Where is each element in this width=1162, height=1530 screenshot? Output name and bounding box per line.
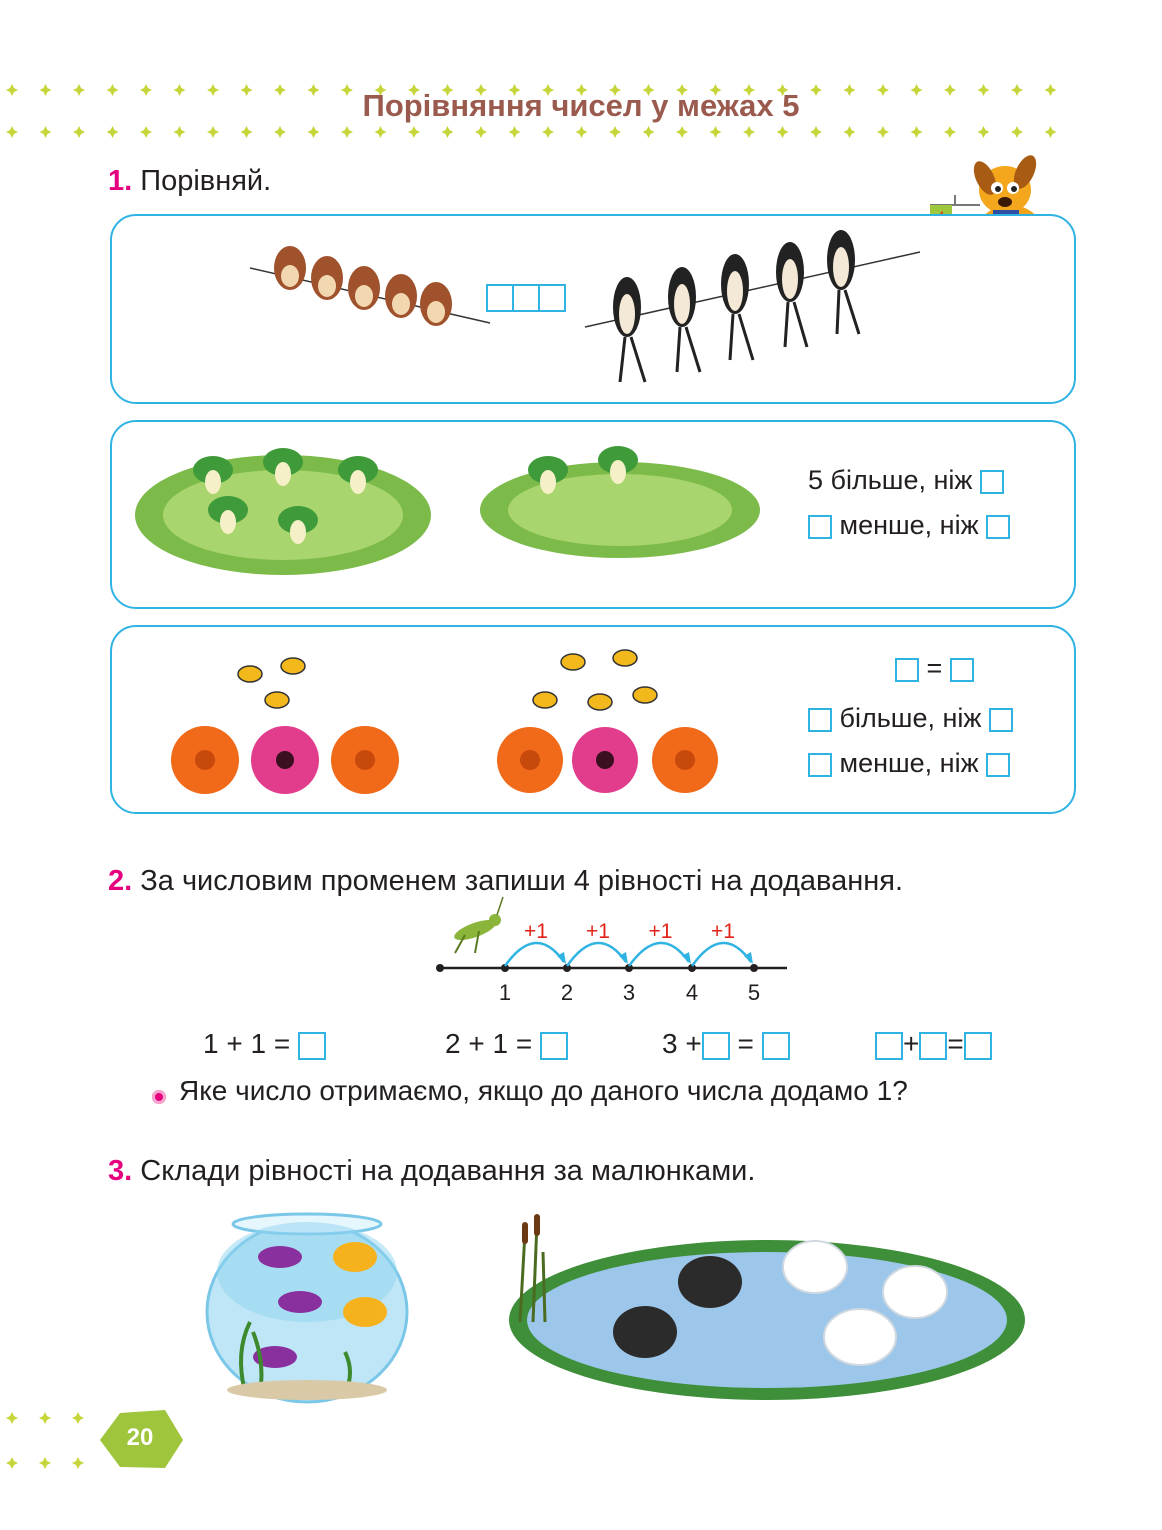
pond-with-swans-illustration (505, 1212, 1030, 1404)
swallows-illustration (585, 222, 920, 392)
decor-dot (274, 126, 286, 138)
jump-label: +1 (648, 920, 673, 943)
compare-answer-boxes (486, 284, 566, 312)
page-title: Порівняння чисел у межах 5 (362, 88, 800, 123)
page-number: 20 (126, 1424, 154, 1451)
decor-dot (777, 126, 789, 138)
equation-3-text: 3 + (662, 1028, 702, 1059)
jump-label: +1 (586, 920, 610, 943)
number-line-label: 1 (498, 980, 512, 1005)
answer-box[interactable] (808, 708, 832, 732)
answer-box[interactable] (538, 284, 566, 312)
decor-dot (6, 1412, 18, 1424)
answer-box[interactable] (808, 515, 832, 539)
number-line-label: 3 (622, 980, 636, 1005)
decor-dot (810, 126, 822, 138)
number-line-label: 4 (685, 980, 699, 1005)
equation-4-equals: = (947, 1028, 964, 1059)
decor-dot (944, 126, 956, 138)
decor-dot (643, 126, 655, 138)
bees-and-flowers-left (165, 640, 410, 800)
decor-dot (140, 126, 152, 138)
number-line-label: 2 (560, 980, 574, 1005)
decor-dot (676, 126, 688, 138)
task-text: Порівняй. (140, 165, 272, 197)
decor-dot (442, 126, 454, 138)
jump-arc (505, 943, 564, 966)
jump-arc (692, 943, 751, 966)
decor-dot (39, 1412, 51, 1424)
decor-dot (609, 126, 621, 138)
decor-dots-row-2 (0, 122, 1162, 142)
answer-box[interactable] (875, 1032, 903, 1060)
task-number: 2. (108, 865, 133, 897)
task-text: Склади рівності на додавання за малюнками. (140, 1155, 756, 1187)
aquarium-with-fish-illustration (205, 1212, 410, 1404)
equation-2 (445, 1028, 568, 1060)
equation-3-equals: = (737, 1028, 754, 1059)
answer-box[interactable] (895, 658, 919, 682)
panel3-line-3-text: менше, ніж (839, 748, 979, 778)
answer-box[interactable] (762, 1032, 790, 1060)
decor-dot (341, 126, 353, 138)
panel2-line-1-text: 5 більше, ніж (808, 465, 973, 495)
panel2-line-1 (808, 465, 1004, 496)
decor-dot (107, 126, 119, 138)
decor-dot (375, 126, 387, 138)
equation-4-plus: + (903, 1028, 920, 1059)
task-2-question: Яке число отримаємо, якщо до даного числа додамо 1? (179, 1075, 908, 1106)
number-line-tick (750, 964, 758, 972)
jump-arc (629, 943, 689, 966)
decor-dot (40, 126, 52, 138)
task-number: 1. (108, 165, 133, 197)
equation-4 (875, 1028, 992, 1060)
decor-dot (1045, 126, 1057, 138)
answer-box[interactable] (540, 1032, 568, 1060)
lily-pad-with-frogs-left (133, 440, 433, 580)
decor-dot (978, 126, 990, 138)
bees-and-flowers-right (495, 640, 730, 800)
panel3-line-3 (808, 748, 1010, 779)
panel3-line-2 (808, 703, 1013, 734)
number-line-label: 5 (747, 980, 761, 1005)
decor-dot (408, 126, 420, 138)
decor-dot (877, 126, 889, 138)
task-number: 3. (108, 1155, 133, 1187)
panel3-line-2-text: більше, ніж (839, 703, 982, 733)
decor-dot (6, 126, 18, 138)
answer-box[interactable] (986, 753, 1010, 777)
answer-box[interactable] (486, 284, 514, 312)
jump-arc (567, 943, 626, 966)
panel3-line-1 (895, 653, 974, 684)
decor-dot (844, 126, 856, 138)
question-bullet (152, 1090, 166, 1104)
panel2-line-2 (808, 510, 1010, 541)
decor-dot (308, 126, 320, 138)
answer-box[interactable] (298, 1032, 326, 1060)
answer-box[interactable] (986, 515, 1010, 539)
decor-dot (743, 126, 755, 138)
decor-dot (241, 126, 253, 138)
answer-box[interactable] (702, 1032, 730, 1060)
decor-dot (174, 126, 186, 138)
decor-dot (911, 126, 923, 138)
answer-box[interactable] (950, 658, 974, 682)
lily-pad-with-frogs-right (478, 440, 763, 560)
task-3-heading (108, 1155, 755, 1188)
jump-label: +1 (524, 920, 548, 943)
task-1-heading (108, 165, 271, 198)
equation-3 (662, 1028, 790, 1060)
decor-dot (73, 126, 85, 138)
answer-box[interactable] (919, 1032, 947, 1060)
decor-dot (509, 126, 521, 138)
decor-dot (542, 126, 554, 138)
answer-box[interactable] (989, 708, 1013, 732)
decor-dot (6, 1457, 18, 1469)
answer-box[interactable] (964, 1032, 992, 1060)
panel3-equals: = (926, 653, 943, 683)
decor-dot (39, 1457, 51, 1469)
answer-box[interactable] (512, 284, 540, 312)
sparrows-illustration (250, 238, 490, 338)
answer-box[interactable] (980, 470, 1004, 494)
decor-dot (710, 126, 722, 138)
number-line (435, 912, 795, 1007)
decor-dot (72, 1412, 84, 1424)
panel2-line-2-text: менше, ніж (839, 510, 979, 540)
equation-1-text: 1 + 1 = (203, 1028, 291, 1059)
decor-dot (72, 1457, 84, 1469)
task-text: За числовим променем запиши 4 рівності на додавання. (140, 865, 904, 897)
jump-label: +1 (711, 920, 735, 943)
equation-2-text: 2 + 1 = (445, 1028, 533, 1059)
task-2-heading (108, 865, 903, 898)
decor-dot (576, 126, 588, 138)
number-line-origin (436, 964, 444, 972)
answer-box[interactable] (808, 753, 832, 777)
equation-1 (203, 1028, 326, 1060)
decor-dot (1011, 126, 1023, 138)
decor-dot (475, 126, 487, 138)
decor-dot (207, 126, 219, 138)
